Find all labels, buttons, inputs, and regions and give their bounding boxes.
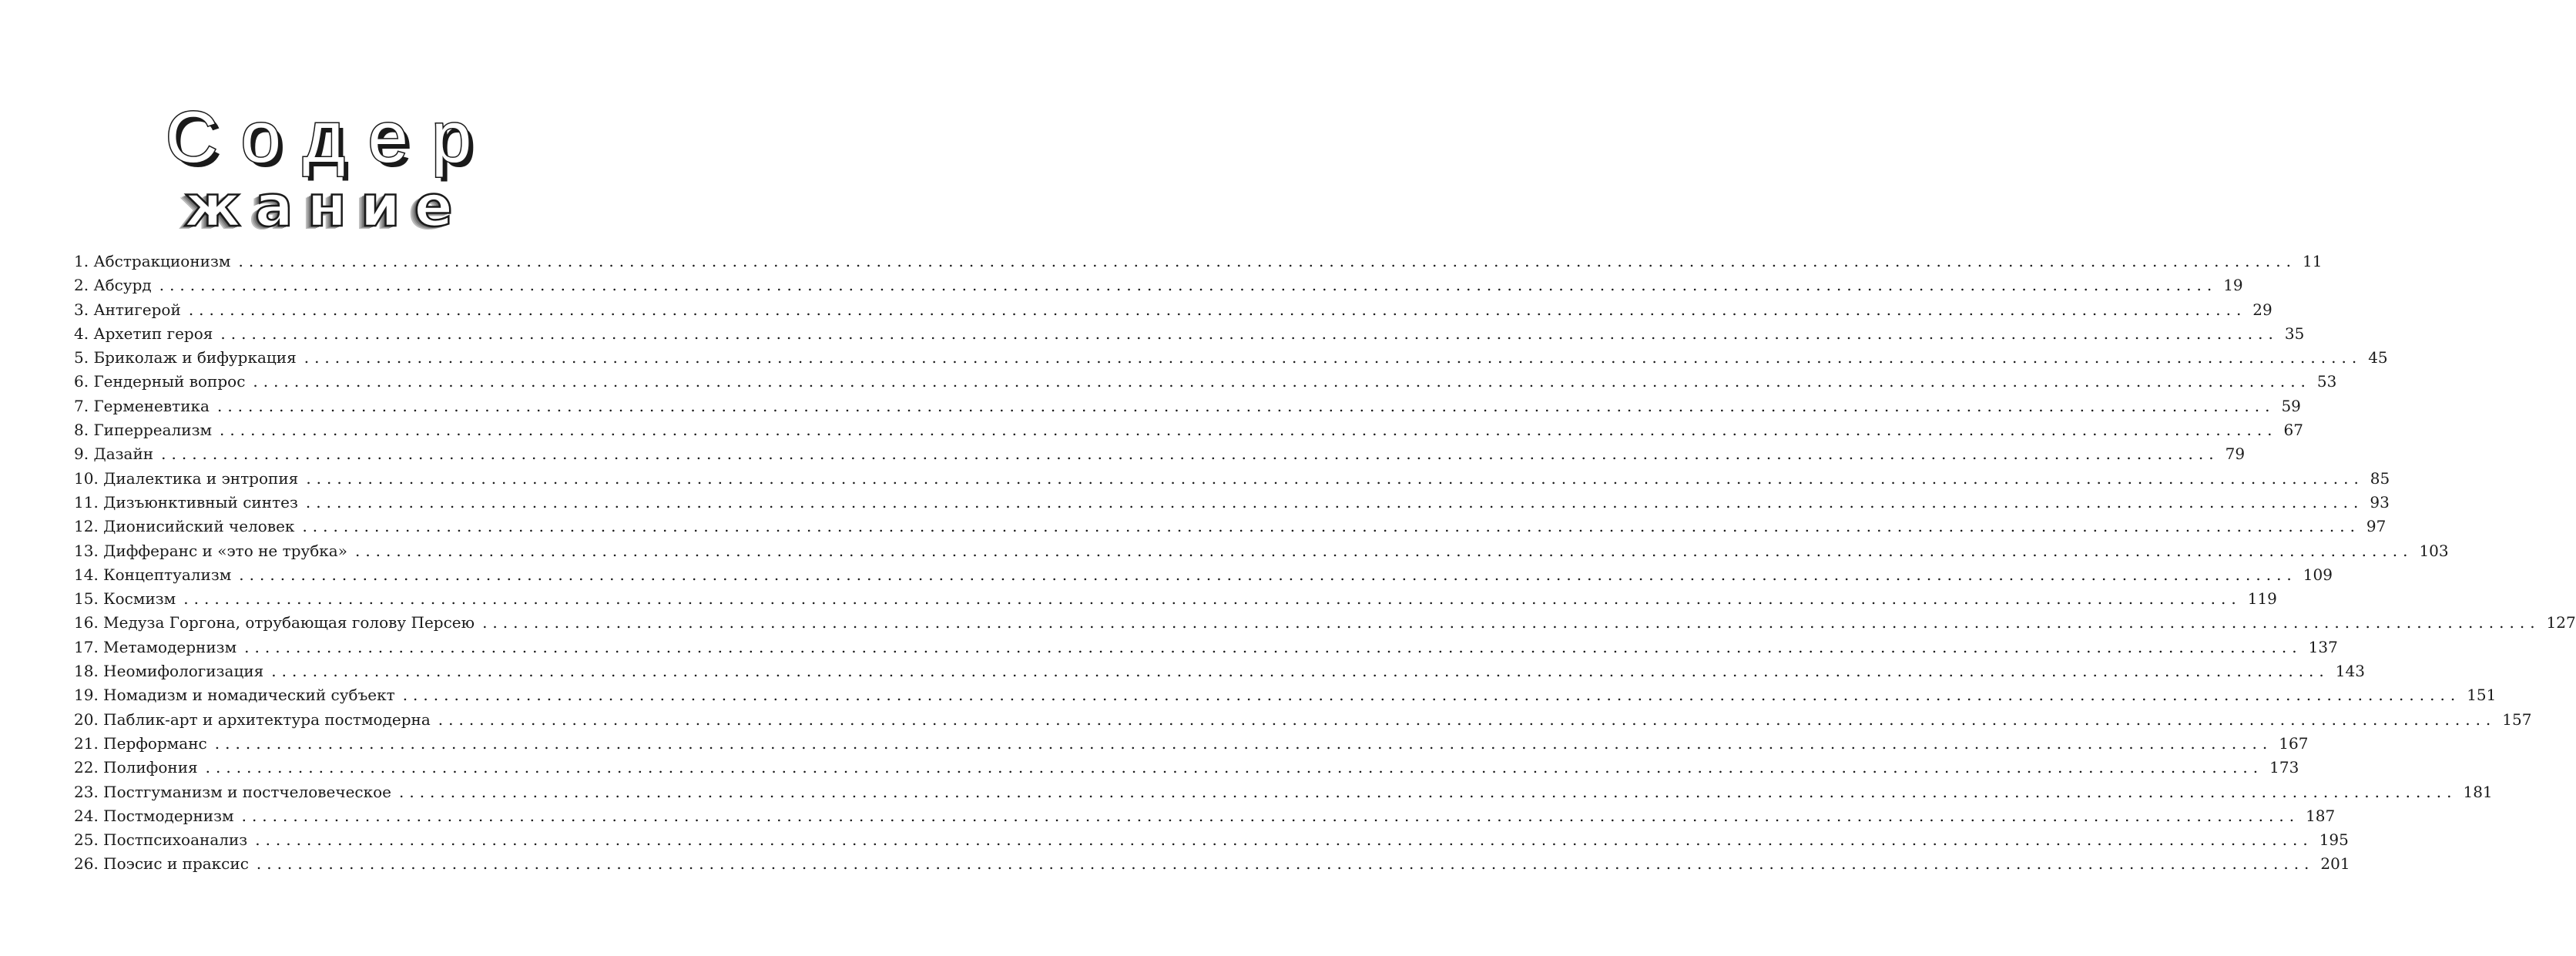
toc-leader-dots: ........................................................................................................................................................................................................ xyxy=(305,492,2364,512)
toc-page-number: 157 xyxy=(2502,709,2532,729)
toc-entry-title: 4. Архетип героя xyxy=(74,324,213,343)
toc-leader-dots: ........................................................................................................................................................................................................ xyxy=(183,589,2242,609)
toc-entry[interactable] xyxy=(74,563,2333,587)
toc-entry-title: 16. Медуза Горгона, отрубающая голову Персею xyxy=(74,613,475,632)
toc-entry-title: 13. Дифферанс и «это не трубка» xyxy=(74,541,347,560)
toc-leader-dots: ........................................................................................................................................................................................................ xyxy=(253,372,2311,391)
table-of-contents xyxy=(74,250,2576,877)
toc-leader-dots: ........................................................................................................................................................................................................ xyxy=(255,830,2313,850)
toc-entry[interactable] xyxy=(74,804,2336,828)
toc-page-number: 187 xyxy=(2306,806,2336,825)
toc-entry-title: 14. Концептуализм xyxy=(74,565,232,584)
toc-entry-title: 11. Дизъюнктивный синтез xyxy=(74,492,298,512)
toc-entry[interactable] xyxy=(74,659,2365,683)
toc-page-number: 143 xyxy=(2335,662,2365,681)
toc-entry[interactable] xyxy=(74,780,2493,804)
toc-leader-dots: ........................................................................................................................................................................................................ xyxy=(271,662,2329,681)
toc-leader-dots: ........................................................................................................................................................................................................ xyxy=(188,300,2247,319)
toc-page-number: 167 xyxy=(2279,733,2309,753)
toc-entry[interactable] xyxy=(74,442,2246,466)
toc-entry[interactable] xyxy=(74,587,2277,611)
toc-entry-title: 3. Антигерой xyxy=(74,300,181,319)
toc-entry-title: 19. Номадизм и номадический субъект xyxy=(74,686,395,705)
toc-entry[interactable] xyxy=(74,732,2309,756)
toc-leader-dots: ........................................................................................................................................................................................................ xyxy=(256,854,2315,874)
toc-page-number: 119 xyxy=(2247,589,2277,609)
toc-entry-title: 8. Гиперреализм xyxy=(74,421,213,440)
toc-entry-title: 5. Бриколаж и бифуркация xyxy=(74,348,297,367)
toc-page-number: 201 xyxy=(2320,854,2350,874)
toc-leader-dots: ........................................................................................................................................................................................................ xyxy=(239,565,2297,584)
toc-entry-title: 6. Гендерный вопрос xyxy=(74,372,246,391)
toc-page-number: 59 xyxy=(2281,396,2301,415)
toc-leader-dots: ........................................................................................................................................................................................................ xyxy=(306,468,2364,488)
toc-entry-title: 10. Диалектика и энтропия xyxy=(74,468,299,488)
toc-page-number: 103 xyxy=(2419,541,2449,560)
toc-leader-dots: ........................................................................................................................................................................................................ xyxy=(216,396,2276,415)
toc-leader-dots: ........................................................................................................................................................................................................ xyxy=(220,324,2279,343)
toc-leader-dots: ........................................................................................................................................................................................................ xyxy=(402,686,2461,705)
toc-page-number: 79 xyxy=(2225,444,2246,464)
toc-leader-dots: ........................................................................................................................................................................................................ xyxy=(354,541,2413,560)
toc-entry-title: 7. Герменевтика xyxy=(74,396,210,415)
toc-leader-dots: ........................................................................................................................................................................................................ xyxy=(302,517,2360,536)
toc-page-number: 127 xyxy=(2546,613,2576,632)
toc-leader-dots: ........................................................................................................................................................................................................ xyxy=(244,637,2303,656)
toc-entry-title: 17. Метамодернизм xyxy=(74,637,237,656)
toc-page-number: 85 xyxy=(2370,468,2390,488)
toc-entry[interactable] xyxy=(74,467,2390,491)
toc-leader-dots: ........................................................................................................................................................................................................ xyxy=(304,348,2363,367)
toc-entry-title: 22. Полифония xyxy=(74,758,198,777)
toc-entry[interactable] xyxy=(74,828,2349,852)
toc-leader-dots: ........................................................................................................................................................................................................ xyxy=(482,613,2541,632)
toc-entry-title: 12. Дионисийский человек xyxy=(74,517,295,536)
toc-entry[interactable] xyxy=(74,683,2497,707)
page-title-line-1: Содер xyxy=(165,96,495,177)
toc-entry[interactable] xyxy=(74,250,2323,273)
toc-entry-title: 23. Постгуманизм и постчеловеческое xyxy=(74,782,391,801)
toc-leader-dots: ........................................................................................................................................................................................................ xyxy=(438,709,2497,729)
toc-entry-title: 21. Перформанс xyxy=(74,733,207,753)
toc-page-number: 11 xyxy=(2302,252,2323,270)
toc-page-number: 195 xyxy=(2319,830,2349,850)
toc-leader-dots: ........................................................................................................................................................................................................ xyxy=(398,782,2457,801)
toc-entry[interactable] xyxy=(74,273,2243,297)
toc-page-number: 29 xyxy=(2252,300,2272,319)
toc-page-number: 67 xyxy=(2283,421,2303,440)
toc-entry[interactable] xyxy=(74,346,2388,370)
toc-entry[interactable] xyxy=(74,394,2301,418)
toc-leader-dots: ........................................................................................................................................................................................................ xyxy=(161,444,2219,464)
toc-entry[interactable] xyxy=(74,491,2390,515)
toc-leader-dots: ........................................................................................................................................................................................................ xyxy=(159,276,2218,295)
toc-entry[interactable] xyxy=(74,636,2338,659)
toc-entry-title: 20. Паблик-арт и архитектура постмодерна xyxy=(74,709,431,729)
toc-leader-dots: ........................................................................................................................................................................................................ xyxy=(241,806,2300,825)
toc-leader-dots: ........................................................................................................................................................................................................ xyxy=(214,733,2273,753)
toc-entry-title: 25. Постпсихоанализ xyxy=(74,830,248,850)
toc-page-number: 109 xyxy=(2303,565,2333,584)
toc-page-number: 93 xyxy=(2370,492,2390,512)
page-title-line-2: жание xyxy=(184,173,467,240)
toc-entry[interactable] xyxy=(74,852,2350,876)
toc-leader-dots: ........................................................................................................................................................................................................ xyxy=(238,252,2296,270)
toc-entry-title: 15. Космизм xyxy=(74,589,176,609)
toc-entry-title: 24. Постмодернизм xyxy=(74,806,234,825)
toc-page-number: 151 xyxy=(2467,686,2497,705)
toc-entry[interactable] xyxy=(74,611,2576,635)
toc-entry-title: 18. Неомифологизация xyxy=(74,662,264,681)
toc-entry[interactable] xyxy=(74,708,2532,732)
toc-page-number: 19 xyxy=(2223,276,2243,295)
toc-entry[interactable] xyxy=(74,756,2299,780)
toc-entry-title: 26. Поэсис и праксис xyxy=(74,854,249,874)
toc-page-number: 97 xyxy=(2366,517,2386,536)
toc-entry-title: 9. Дазайн xyxy=(74,444,154,464)
toc-entry[interactable] xyxy=(74,515,2386,538)
toc-entry-title: 1. Абстракционизм xyxy=(74,252,231,270)
toc-page-number: 173 xyxy=(2269,758,2299,777)
toc-entry[interactable] xyxy=(74,539,2449,563)
toc-page-number: 137 xyxy=(2308,637,2338,656)
toc-page-number: 45 xyxy=(2368,348,2388,367)
toc-entry[interactable] xyxy=(74,418,2303,442)
toc-page-number: 181 xyxy=(2463,782,2493,801)
toc-entry-title: 2. Абсурд xyxy=(74,276,152,295)
toc-leader-dots: ........................................................................................................................................................................................................ xyxy=(220,421,2278,440)
toc-entry[interactable] xyxy=(74,298,2272,322)
toc-entry[interactable] xyxy=(74,322,2305,346)
toc-page-number: 35 xyxy=(2284,324,2305,343)
toc-page-number: 53 xyxy=(2316,372,2337,391)
toc-entry[interactable] xyxy=(74,370,2337,394)
toc-leader-dots: ........................................................................................................................................................................................................ xyxy=(205,758,2264,777)
